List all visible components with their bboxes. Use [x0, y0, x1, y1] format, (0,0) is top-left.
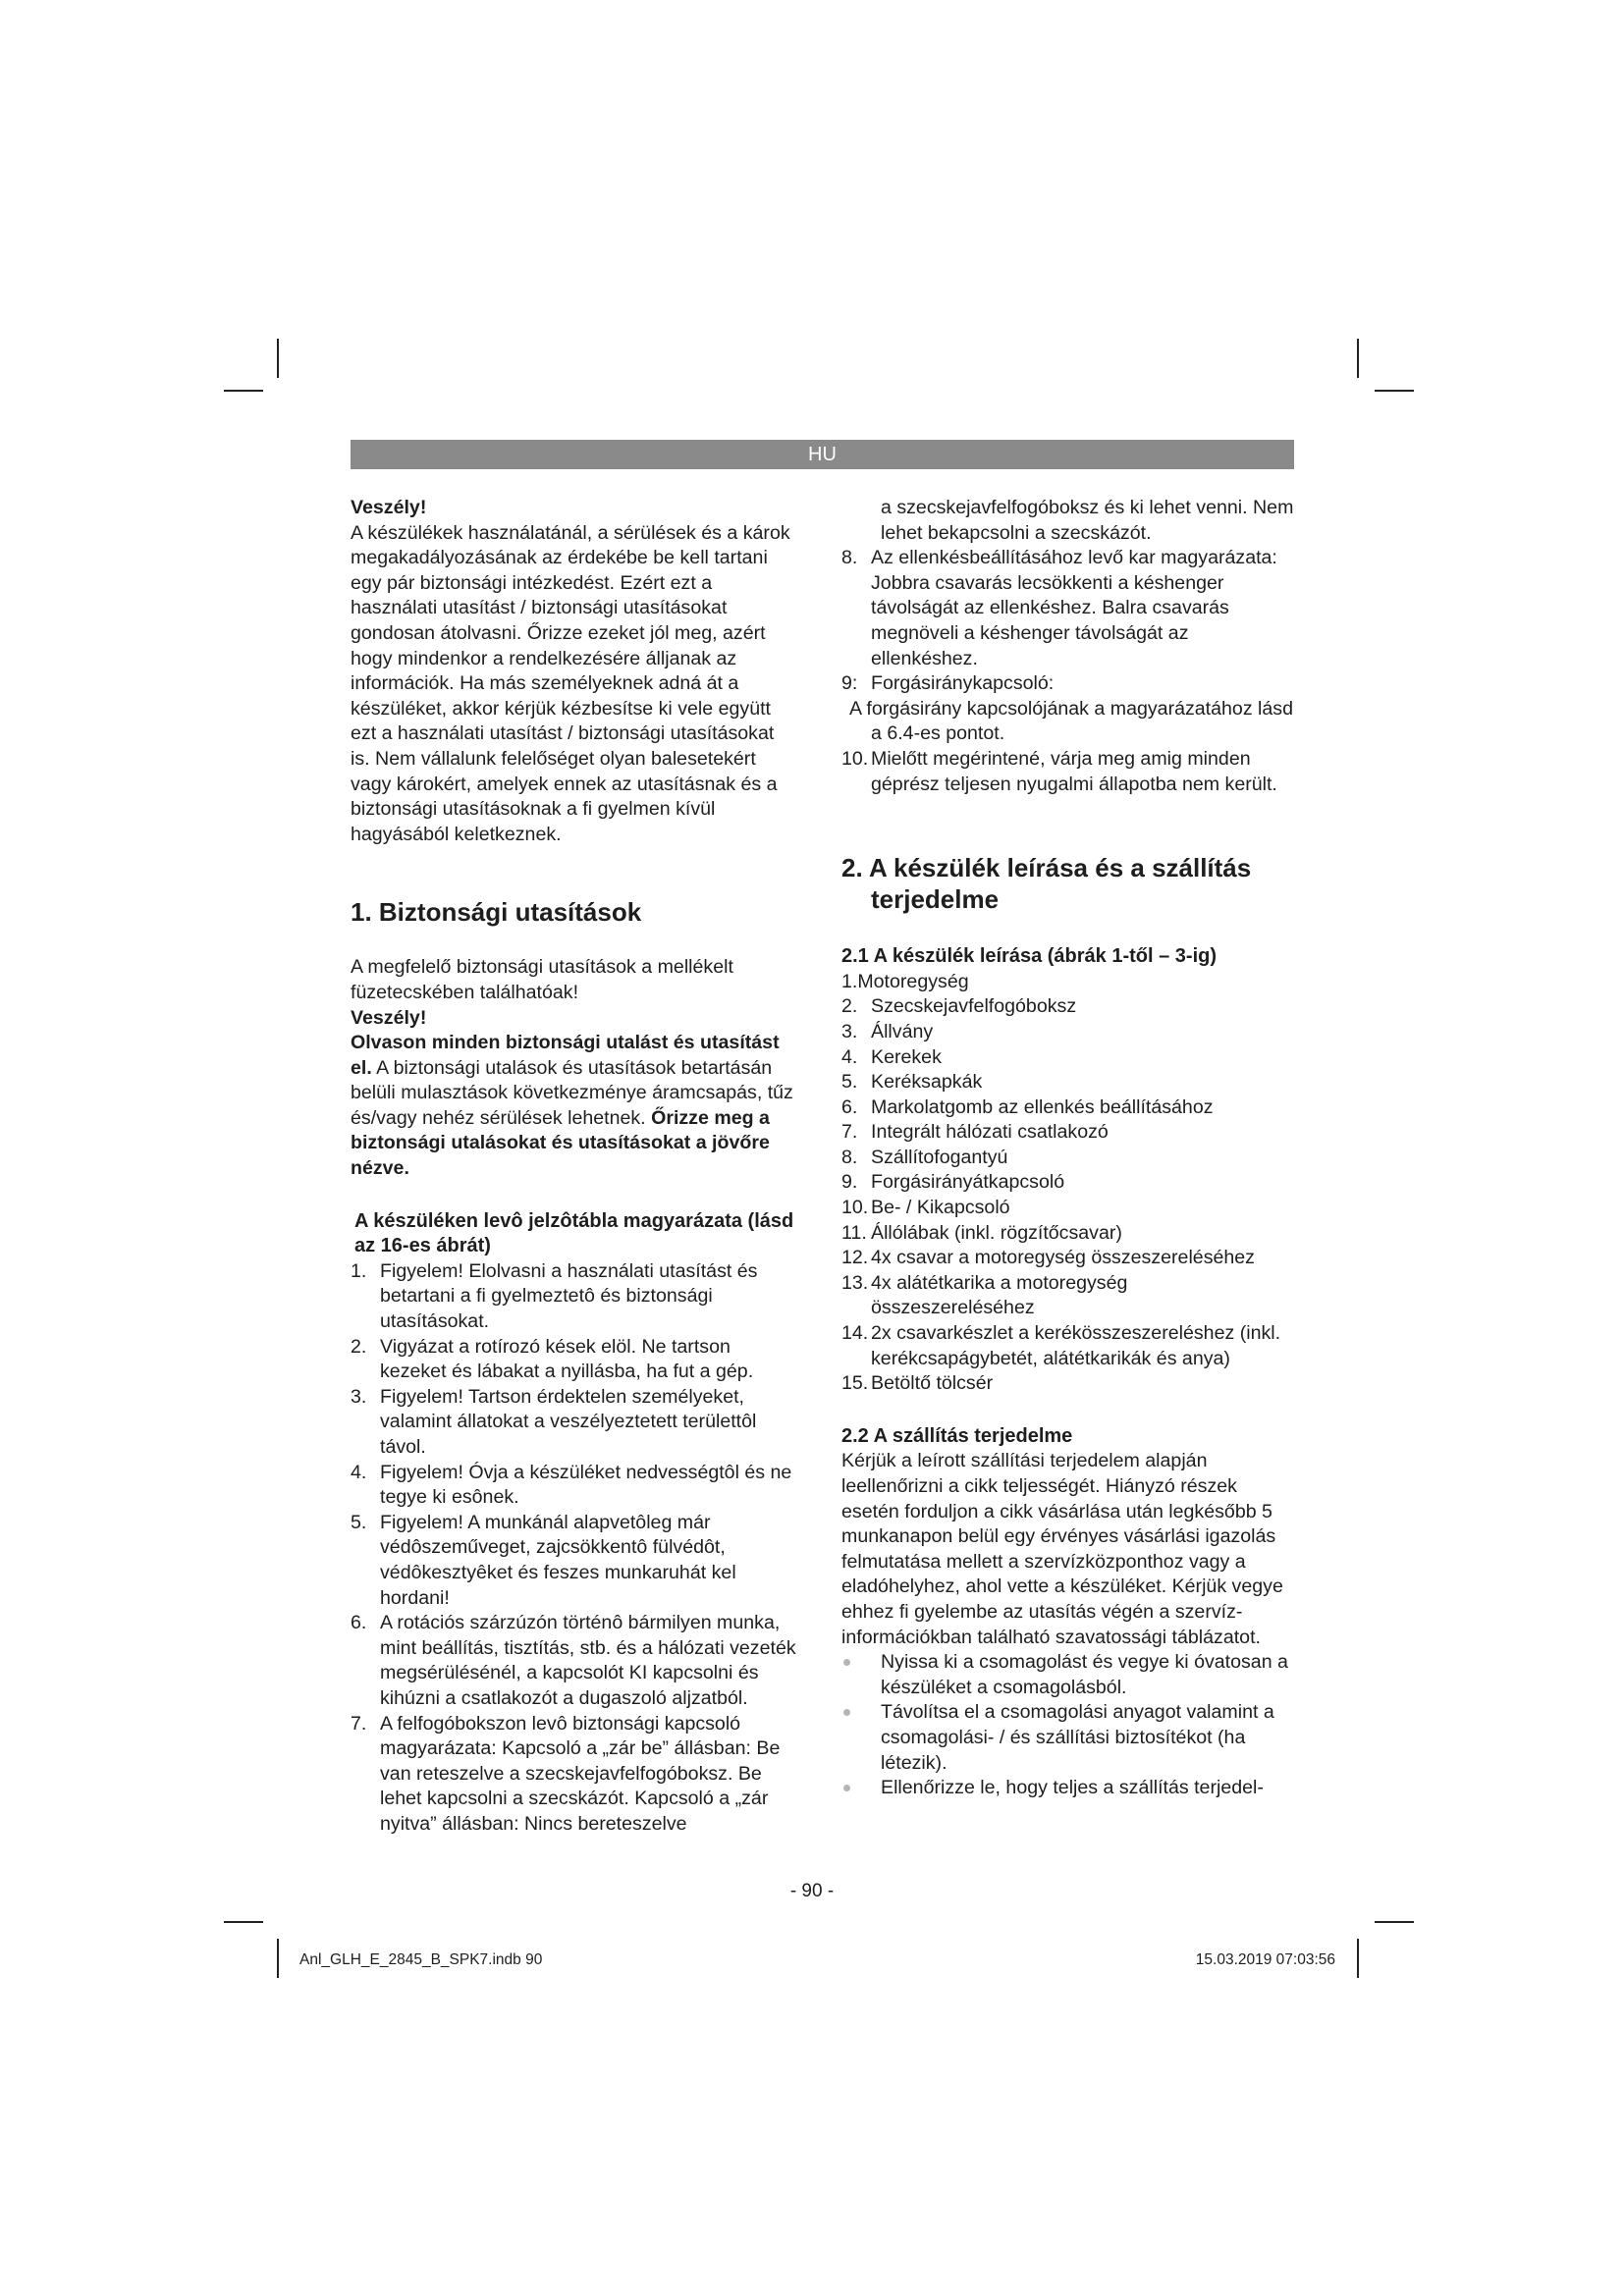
- item-text: Forgásiránykapcsoló:: [871, 672, 1055, 695]
- section-2-2-text: Kérjük a leírott szállítási terjedelem alapján leellenőrizni a cikk teljességét. Hiányzó részek esetén forduljon a cikk vásárlása után legkésőbb 5 munkanapon belül egy érvényes vásárlási igazolás felmutatása mellett a szervízközponthoz vagy a eladóhelyhez, ahol vette a készüléket. Kérjük vegye ehhez fi gyelembe az utasítás végén a szervíz-információkban található szavatossági táblázatot.: [841, 1450, 1283, 1648]
- sign-legend-list: [351, 1259, 797, 1838]
- crop-mark: [277, 1939, 279, 1978]
- item-text: Keréksapkák: [871, 1071, 983, 1094]
- footer-timestamp: 15.03.2019 07:03:56: [1195, 1951, 1335, 1968]
- item-number: 8.: [841, 1146, 858, 1168]
- item-number: 3.: [841, 1020, 858, 1042]
- item-text: Figyelem! Elolvasni a használati utasítást és betartani a fi gyelmeztetô és biztonsági utasításokat.: [380, 1259, 758, 1333]
- list-item: [841, 1095, 1295, 1121]
- language-header-bar: [351, 440, 1294, 469]
- item-text: Be- / Kikapcsoló: [871, 1197, 1010, 1219]
- list-item: [351, 1712, 797, 1838]
- list-item: [841, 1020, 1295, 1045]
- crop-mark: [1357, 339, 1359, 378]
- item-text: Forgásirányátkapcsoló: [871, 1171, 1065, 1194]
- sign-legend-list-continued: [841, 546, 1295, 697]
- item-text: Állvány: [871, 1020, 934, 1042]
- list-item: [351, 1335, 797, 1385]
- item-text: 4x csavar a motoregység összeszereléséhez: [871, 1247, 1255, 1269]
- item-number: 14.: [841, 1322, 869, 1345]
- item-text: Betöltő tölcsér: [871, 1372, 994, 1395]
- list-item: [841, 1221, 1295, 1247]
- item-number: 4.: [841, 1045, 858, 1068]
- list-item: [841, 1170, 1295, 1196]
- item-number: 15.: [841, 1372, 869, 1395]
- list-item: [841, 1271, 1295, 1321]
- list-item: [841, 1246, 1295, 1271]
- item-number: 7.: [351, 1712, 367, 1735]
- list-item: [841, 671, 1295, 697]
- crop-mark: [277, 339, 279, 378]
- item-text: Állólábak (inkl. rögzítőcsavar): [871, 1221, 1122, 1244]
- crop-mark: [1357, 1939, 1359, 1978]
- intro-text: A készülékek használatánál, a sérülések és a károk megakadályozásának az érdekébe be kell tartani egy pár biztonsági intézkedést. Ezért ezt a használati utasítást / biztonsági utasításokat gondosan átolvasni. Őrizze ezeket jól meg, azért hogy mindenkor a rendelkezésére álljanak az információk. Ha más személyeknek adná át a készüléket, akkor kérjük kézbesítse ki vele együtt ezt a használati utasítást / biztonsági utasításokat is. Nem vállalunk felelőséget olyan balesetekért vagy károkért, amelyek ennek az utasításnak és a biztonsági utasításoknak a fi gyelmen kívül hagyásából keletkeznek.: [351, 521, 790, 845]
- item-text: Markolatgomb az ellenkés beállításához: [871, 1095, 1214, 1118]
- list-item: [841, 1120, 1295, 1146]
- delivery-checklist: [841, 1650, 1295, 1801]
- item-number: 5.: [351, 1511, 367, 1533]
- section-1-bold-tail: Őrizze meg a biztonsági utalásokat és utasításokat a jövőre nézve.: [351, 1106, 770, 1180]
- item-text: A rotációs szárzúzón történô bármilyen munka, mint beállítás, tisztítás, stb. és a hálózati vezeték megsérülésénél, a kapcsolót KI kapcsolni és kihúzni a csatlakozót a dugaszoló aljzatból.: [380, 1612, 796, 1709]
- list-item: [351, 1511, 797, 1611]
- list-item: [841, 546, 1295, 671]
- parts-list: [841, 994, 1295, 1397]
- item-text: Mielőtt megérintené, várja meg amig minden géprész teljesen nyugalmi állapotba nem került.: [871, 747, 1277, 795]
- list-item: [841, 1045, 1295, 1071]
- item-number: 3.: [351, 1385, 367, 1408]
- item-number: 4.: [351, 1461, 367, 1483]
- list-item: [841, 1146, 1295, 1171]
- section-1-bold-lead: Olvason minden biztonsági utalást és utasítást el.: [351, 1032, 780, 1079]
- list-item: [351, 1259, 797, 1335]
- section-2-2-title: 2.2 A szállítás terjedelme: [841, 1424, 1073, 1447]
- item-text: Figyelem! Tartson érdektelen személyeket, valamint állatokat a veszélyeztetett területtôl távol.: [380, 1385, 757, 1458]
- item-text: Kerekek: [871, 1045, 942, 1068]
- item-number: 2.: [351, 1335, 367, 1358]
- list-item: [841, 1070, 1295, 1095]
- item-number: 11.: [841, 1221, 867, 1244]
- item-number: 9:: [841, 672, 858, 695]
- item-text: Szállítofogantyú: [871, 1146, 1008, 1168]
- list-item: [351, 1385, 797, 1461]
- section-2-title: 2. A készülék leírása és a szállítás terjedelme: [841, 853, 1252, 915]
- crop-mark: [224, 1921, 263, 1923]
- item-number: 6.: [351, 1612, 367, 1634]
- list-item: [351, 1461, 797, 1511]
- item-number: 12.: [841, 1247, 869, 1269]
- page-number: - 90 -: [789, 1881, 835, 1901]
- list-item: [351, 1611, 797, 1711]
- continued-text: a szecskejavfelfogóboksz és ki lehet venni. Nem lehet bekapcsolni a szecskázót.: [881, 497, 1294, 544]
- item-text: Vigyázat a rotírozó kések elöl. Ne tartson kezeket és lábakat a nyillásba, ha fut a gép.: [380, 1335, 754, 1383]
- intro-title: Veszély!: [351, 497, 427, 518]
- list-item: [841, 1196, 1295, 1221]
- language-code: HU: [808, 444, 837, 465]
- section-1-danger: Veszély!: [351, 1006, 427, 1029]
- item-number: 9.: [841, 1171, 858, 1194]
- crop-mark: [1375, 390, 1414, 392]
- list-item: [841, 747, 1295, 797]
- item-text: Szecskejavfelfogóboksz: [871, 995, 1077, 1018]
- list-item: [841, 1371, 1295, 1397]
- section-1-body: A biztonsági utalások és utasítások betartásán belüli mulasztások következménye áramcsapás, tűz és/vagy nehéz sérülések lehetnek.: [351, 1056, 793, 1129]
- list-item: Nyissa ki a csomagolást és vegye ki óvatosan a készüléket a csomagolásból.: [841, 1650, 1295, 1700]
- list-item: Távolítsa el a csomagolási anyagot valamint a csomagolási- / és szállítási biztosítékot (ha létezik).: [841, 1700, 1295, 1776]
- right-column: [841, 496, 1295, 1801]
- section-1-title: 1. Biztonsági utasítások: [351, 897, 642, 928]
- item-number: 5.: [841, 1071, 858, 1094]
- item-number: 8.: [841, 547, 858, 569]
- list-item: [841, 1321, 1295, 1371]
- item-text: Figyelem! A munkánál alapvetôleg már védôszeműveget, zajcsökkentô fülvédôt, védôkesztyêket és feszes munkaruhát kel hordani!: [380, 1511, 736, 1609]
- item-number: 1.: [351, 1259, 367, 1282]
- section-2-1-title: 2.1 A készülék leírása (ábrák 1-től – 3-ig): [841, 945, 1218, 968]
- item-text: 2x csavarkészlet a kerékösszeszereléshez (inkl. kerékcsapágybetét, alátétkarikák és anya): [871, 1322, 1281, 1369]
- item-9-explanation: A forgásirány kapcsolójának a magyarázatához lásd a 6.4-es pontot.: [849, 697, 1294, 745]
- sign-legend-title: A készüléken levô jelzôtábla magyarázata (lásd az 16-es ábrát): [354, 1209, 794, 1257]
- item-number: 2.: [841, 995, 858, 1018]
- sign-legend-item-10: [841, 747, 1295, 797]
- item-number: 7.: [841, 1121, 858, 1144]
- parts-first-item: 1.Motoregység: [841, 970, 969, 992]
- item-text: Figyelem! Óvja a készüléket nedvességtôl és ne tegye ki esônek.: [380, 1461, 792, 1509]
- item-text: A felfogóbokszon levô biztonsági kapcsoló magyarázata: Kapcsoló a „zár be” állásban: Be van reteszelve a szecskejavfelfogóboksz. Be lehet kapcsolni a szecskázót. Kapcsoló a „zár nyitva” állásban: Nincs bereteszelve: [380, 1712, 781, 1835]
- crop-mark: [224, 390, 263, 392]
- section-1-paragraph: [351, 1031, 797, 1182]
- item-number: 6.: [841, 1095, 858, 1118]
- item-text: 4x alátétkarika a motoregység összeszereléséhez: [871, 1271, 1128, 1319]
- section-1-text: A megfelelő biztonsági utasítások a mellékelt füzetecskében találhatóak!: [351, 956, 733, 1003]
- list-item: [841, 994, 1295, 1020]
- item-number: 10.: [841, 1197, 869, 1219]
- crop-mark: [1375, 1921, 1414, 1923]
- list-item: Ellenőrizze le, hogy teljes a szállítás terjedel-: [841, 1776, 1295, 1801]
- item-number: 13.: [841, 1271, 869, 1294]
- left-column: [351, 496, 797, 1838]
- item-number: 10.: [841, 747, 869, 770]
- item-text: Az ellenkésbeállításához levő kar magyarázata: Jobbra csavarás lecsökkenti a késhenger távolságát az ellenkéshez. Balra csavarás megnöveli a késhenger távolságát az ellenkéshez.: [871, 547, 1277, 669]
- footer-filename: Anl_GLH_E_2845_B_SPK7.indb 90: [299, 1951, 543, 1968]
- item-text: Integrált hálózati csatlakozó: [871, 1121, 1109, 1144]
